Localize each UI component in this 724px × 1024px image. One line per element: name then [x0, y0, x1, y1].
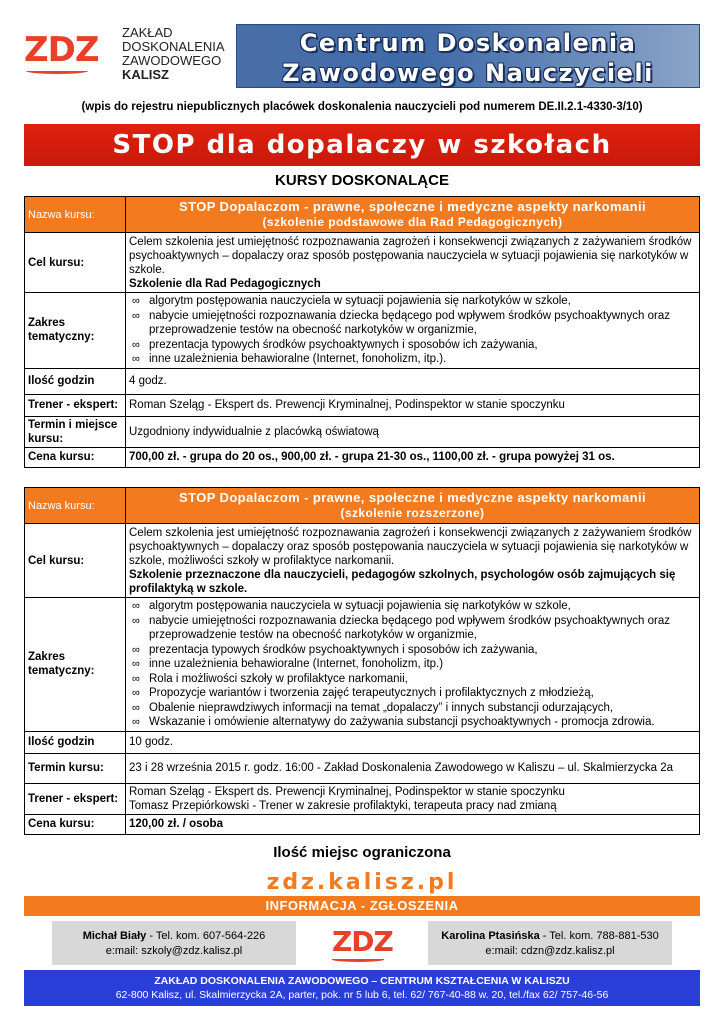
banner-line-2: Zawodowego Nauczycieli	[282, 59, 654, 87]
contacts	[52, 921, 672, 965]
contact-name: Karolina Ptasińska	[441, 930, 540, 942]
footer	[24, 970, 700, 1006]
contact-phone: - Tel. kom. 607-564-226	[146, 930, 266, 942]
goal-label: Cel kursu:	[25, 524, 126, 598]
goal-label: Cel kursu:	[25, 233, 126, 293]
course-table-extended	[24, 487, 700, 835]
org-line: ZAKŁAD	[122, 25, 173, 40]
scope-cell	[126, 598, 700, 732]
name-label: Nazwa kursu:	[25, 488, 126, 524]
logo-wave-icon	[26, 68, 88, 74]
course-subtitle: (szkolenie podstawowe dla Rad Pedagogicznych)	[262, 215, 563, 229]
list-item: ∞ Rola i możliwości szkoły w profilaktyce narkomanii,	[129, 672, 696, 687]
course-title-cell	[126, 488, 700, 524]
contact-line	[52, 929, 296, 944]
list-item: ∞ nabycie umiejętności rozpoznawania dziecka będącego pod wpływem środków psychoaktywnych oraz przeprowadzenie testów na obecność narkotyków w organizmie,	[129, 309, 696, 338]
list-item: ∞ inne uzależnienia behawioralne (Internet, fonoholizm, itp.)	[129, 657, 696, 672]
course-title: STOP Dopalaczom - prawne, społeczne i medyczne aspekty narkomanii	[179, 490, 646, 505]
list-item: ∞ Propozycje wariantów i tworzenia zajęć terapeutycznych i profilaktycznych z młodzieżą,	[129, 686, 696, 701]
course-title: STOP Dopalaczom - prawne, społeczne i medyczne aspekty narkomanii	[179, 199, 646, 214]
hours-label: Ilość godzin	[25, 731, 126, 753]
footer-address: 62-800 Kalisz, ul. Skalmierzycka 2A, parter, pok. nr 5 lub 6, tel. 62/ 767-40-88 w. 20, tel./fax 62/ 757-46-56	[115, 989, 609, 1001]
list-item: ∞ nabycie umiejętności rozpoznawania dziecka będącego pod wpływem środków psychoaktywnych oraz przeprowadzenie testów na obecność narkotyków w organizmie,	[129, 614, 696, 643]
goal-text: Celem szkolenia jest umiejętność rozpoznawania zagrożeń i konsekwencji związanych z zażywaniem środków psychoaktywnych – dopalaczy oraz sposób postępowania nauczyciela w sytuacji pojawienia się narkotyków w szkole.	[129, 235, 692, 276]
list-item: ∞ prezentacja typowych środków psychoaktywnych i sposobów ich zażywania,	[129, 338, 696, 353]
goal-bold-text: Szkolenie przeznaczone dla nauczycieli, pedagogów szkolnych, psychologów osób zajmujących się profilaktyką w szkole.	[129, 568, 676, 595]
org-line: ZAWODOWEGO	[122, 53, 222, 68]
trainer-label: Trener - ekspert:	[25, 394, 126, 416]
banner-line-1: Centrum Doskonalenia	[299, 29, 637, 57]
info-bar: INFORMACJA - ZGŁOSZENIA	[24, 896, 700, 916]
goal-cell	[126, 524, 700, 598]
price-value: 700,00 zł. - grupa do 20 os., 900,00 zł. - grupa 21-30 os., 1100,00 zł. - grupa powyżej 31 os.	[126, 447, 700, 467]
scope-label: Zakres tematyczny:	[25, 293, 126, 369]
course-title-cell	[126, 197, 700, 233]
list-item: ∞ Obalenie nieprawdziwych informacji na temat „dopalaczy” i innych substancji odurzających,	[129, 701, 696, 716]
term-label: Termin kursu:	[25, 753, 126, 783]
price-label: Cena kursu:	[25, 447, 126, 467]
topic-list	[129, 294, 696, 367]
contact-left	[52, 921, 296, 965]
scope-cell	[126, 293, 700, 369]
list-item: ∞ prezentacja typowych środków psychoaktywnych i sposobów ich zażywania,	[129, 643, 696, 658]
header	[24, 22, 700, 88]
places-limited-note: Ilość miejsc ograniczona	[273, 844, 451, 861]
zdz-logo: ZDZ	[24, 30, 99, 70]
goal-text: Celem szkolenia jest umiejętność rozpoznawania zagrożeń i konsekwencji związanych z zażywaniem środków psychoaktywnych – dopalaczy oraz sposób postępowania nauczyciela w sytuacji pojawienia się narkotyków w szkole, możliwości szkoły w profilaktyce narkomanii.	[129, 526, 692, 567]
term-value: Uzgodniony indywidualnie z placówką oświatową	[126, 416, 700, 447]
logo-wave-icon	[332, 957, 384, 962]
list-item: ∞ Wskazanie i omówienie alternatywy do zażywania substancji psychoaktywnych - promocja zdrowia.	[129, 715, 696, 730]
trainer-label: Trener - ekspert:	[25, 783, 126, 814]
contact-right	[428, 921, 672, 965]
org-name	[122, 26, 225, 82]
registry-note: (wpis do rejestru niepublicznych placówek doskonalenia nauczycieli pod numerem DE.II.2.1-4330-3/10)	[81, 101, 643, 113]
footer-org: ZAKŁAD DOSKONALENIA ZAWODOWEGO – CENTRUM KSZTAŁCENIA W KALISZU	[154, 975, 570, 987]
org-line: DOSKONALENIA	[122, 39, 225, 54]
price-value: 120,00 zł. / osoba	[126, 814, 700, 834]
name-label: Nazwa kursu:	[25, 197, 126, 233]
org-line-city: KALISZ	[122, 67, 169, 82]
term-place-label: Termin i miejsce kursu:	[25, 416, 126, 447]
course-subtitle: (szkolenie rozszerzone)	[340, 506, 485, 520]
price-label: Cena kursu:	[25, 814, 126, 834]
list-item: ∞ algorytm postępowania nauczyciela w sytuacji pojawienia się narkotyków w szkole,	[129, 294, 696, 309]
hours-value: 10 godz.	[126, 731, 700, 753]
trainer-cell	[126, 783, 700, 814]
trainer-value: Roman Szeląg - Ekspert ds. Prewencji Kryminalnej, Podinspektor w stanie spoczynku	[129, 785, 565, 798]
trainer-value: Tomasz Przepiórkowski - Trener w zakresie profilaktyki, terapeuta pracy nad zmianą	[129, 799, 557, 812]
section-title: KURSY DOSKONALĄCE	[275, 172, 449, 189]
list-item: ∞ algorytm postępowania nauczyciela w sytuacji pojawienia się narkotyków w szkole,	[129, 599, 696, 614]
hours-label: Ilość godzin	[25, 368, 126, 394]
contact-line	[428, 929, 672, 944]
scope-label: Zakres tematyczny:	[25, 598, 126, 732]
list-item: ∞ inne uzależnienia behawioralne (Internet, fonoholizm, itp.).	[129, 352, 696, 367]
website-link[interactable]: zdz.kalisz.pl	[266, 870, 458, 895]
goal-cell	[126, 233, 700, 293]
goal-bold-text: Szkolenie dla Rad Pedagogicznych	[129, 277, 321, 290]
zdz-logo-small: ZDZ	[332, 925, 393, 958]
contact-name: Michał Biały	[82, 930, 147, 942]
hours-value: 4 godz.	[126, 368, 700, 394]
contact-email[interactable]: e:mail: szkoly@zdz.kalisz.pl	[105, 945, 243, 957]
contact-email[interactable]: e:mail: cdzn@zdz.kalisz.pl	[485, 945, 615, 957]
trainer-value: Roman Szeląg - Ekspert ds. Prewencji Kryminalnej, Podinspektor w stanie spoczynku	[126, 394, 700, 416]
contact-phone: - Tel. kom. 788-881-530	[539, 930, 659, 942]
topic-list	[129, 599, 696, 730]
title-banner	[236, 24, 700, 88]
main-title: STOP dla dopalaczy w szkołach	[24, 124, 700, 166]
term-value: 23 i 28 września 2015 r. godz. 16:00 - Zakład Doskonalenia Zawodowego w Kaliszu – ul. Skalmierzycka 2a	[126, 753, 700, 783]
course-table-basic	[24, 196, 700, 468]
